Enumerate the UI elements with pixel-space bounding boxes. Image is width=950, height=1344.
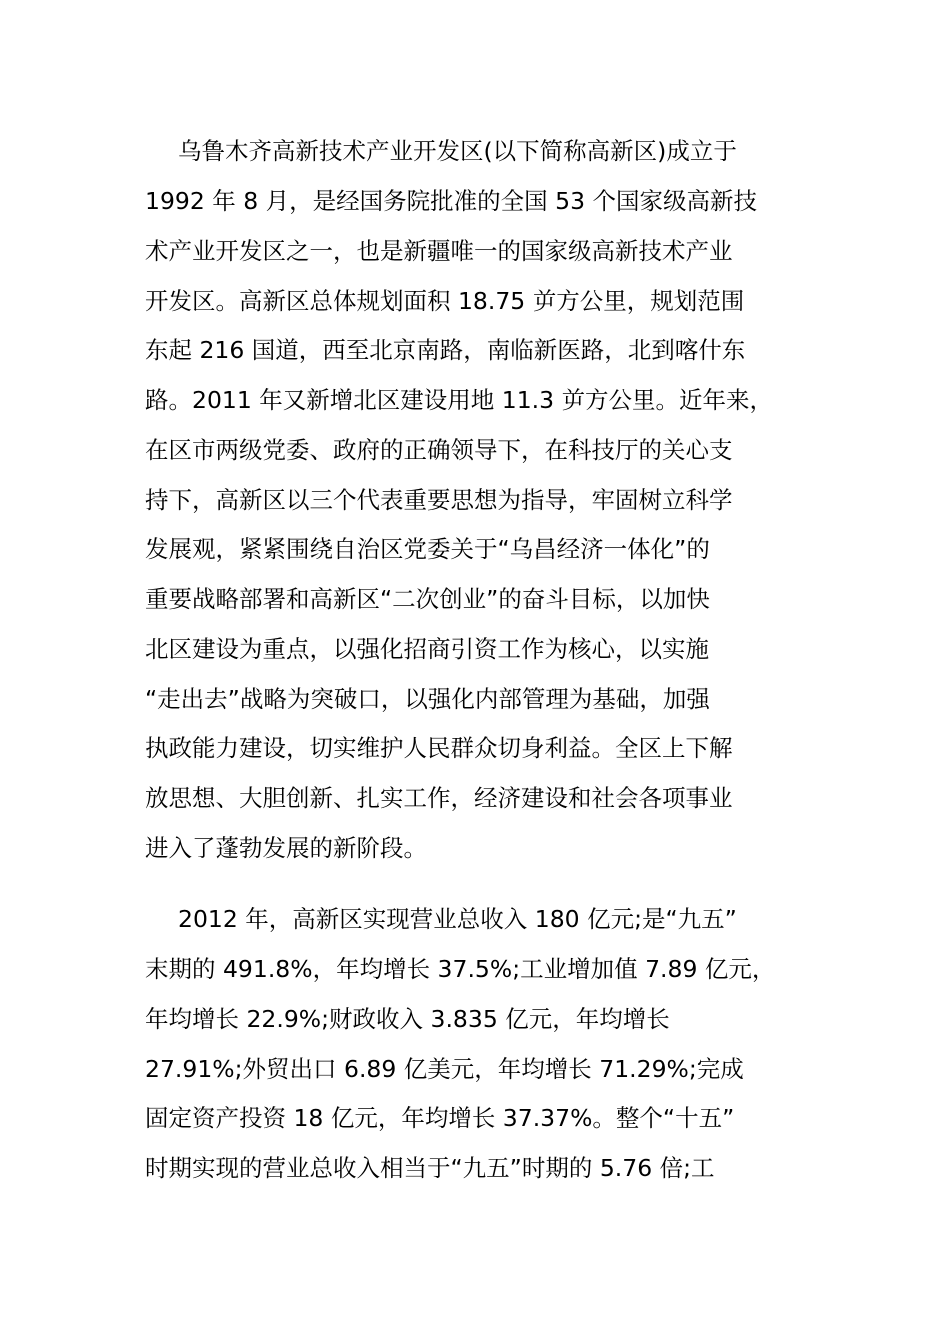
text-line: 持下，高新区以三个代表重要思想为指导，牢固树立科学	[145, 486, 733, 514]
text-line: 时期实现的营业总收入相当于“九五”时期的 5.76 倍;工	[145, 1154, 715, 1182]
text-line: 27.91%;外贸出口 6.89 亿美元，年均增长 71.29%;完成	[145, 1055, 744, 1083]
text-line: 末期的 491.8%，年均增长 37.5%;工业增加值 7.89 亿元，	[145, 955, 776, 983]
text-line: 路。2011 年又新增北区建设用地 11.3 屰方公里。近年来，	[145, 386, 774, 414]
text-line: 固定资产投资 18 亿元，年均增长 37.37%。整个“十五”	[145, 1104, 735, 1132]
text-line: 重要战略部署和高新区“二次创业”的奋斗目标，以加快	[145, 585, 710, 613]
text-line: 在区市两级党委、政府的正确领导下，在科技厅的关心支	[145, 436, 733, 464]
text-line: 乌鲁木齐高新技术产业开发区(以下简称高新区)成立于	[178, 137, 737, 165]
text-line: “走出去”战略为突破口，以强化内部管理为基础，加强	[145, 685, 710, 713]
text-line: 2012 年，高新区实现营业总收入 180 亿元;是“九五”	[178, 905, 737, 933]
text-line: 执政能力建设，切实维护人民群众切身利益。全区上下解	[145, 734, 733, 762]
text-line: 发展观，紧紧围绕自治区党委关于“乌昌经济一体化”的	[145, 535, 710, 563]
text-line: 放思想、大胆创新、扎实工作，经济建设和社会各项事业	[145, 784, 733, 812]
text-line: 进入了蓬勃发展的新阶段。	[145, 834, 427, 862]
text-line: 术产业开发区之一，也是新疆唯一的国家级高新技术产业	[145, 237, 733, 265]
text-line: 北区建设为重点，以强化招商引资工作为核心，以实施	[145, 635, 709, 663]
text-line: 东起 216 国道，西至北京南路，南临新医路，北到喀什东	[145, 336, 746, 364]
text-line: 开发区。高新区总体规划面积 18.75 屰方公里，规划范围	[145, 287, 745, 315]
text-line: 年均增长 22.9%;财政收入 3.835 亿元，年均增长	[145, 1005, 670, 1033]
text-line: 1992 年 8 月，是经国务院批准的全国 53 个国家级高新技	[145, 187, 758, 215]
